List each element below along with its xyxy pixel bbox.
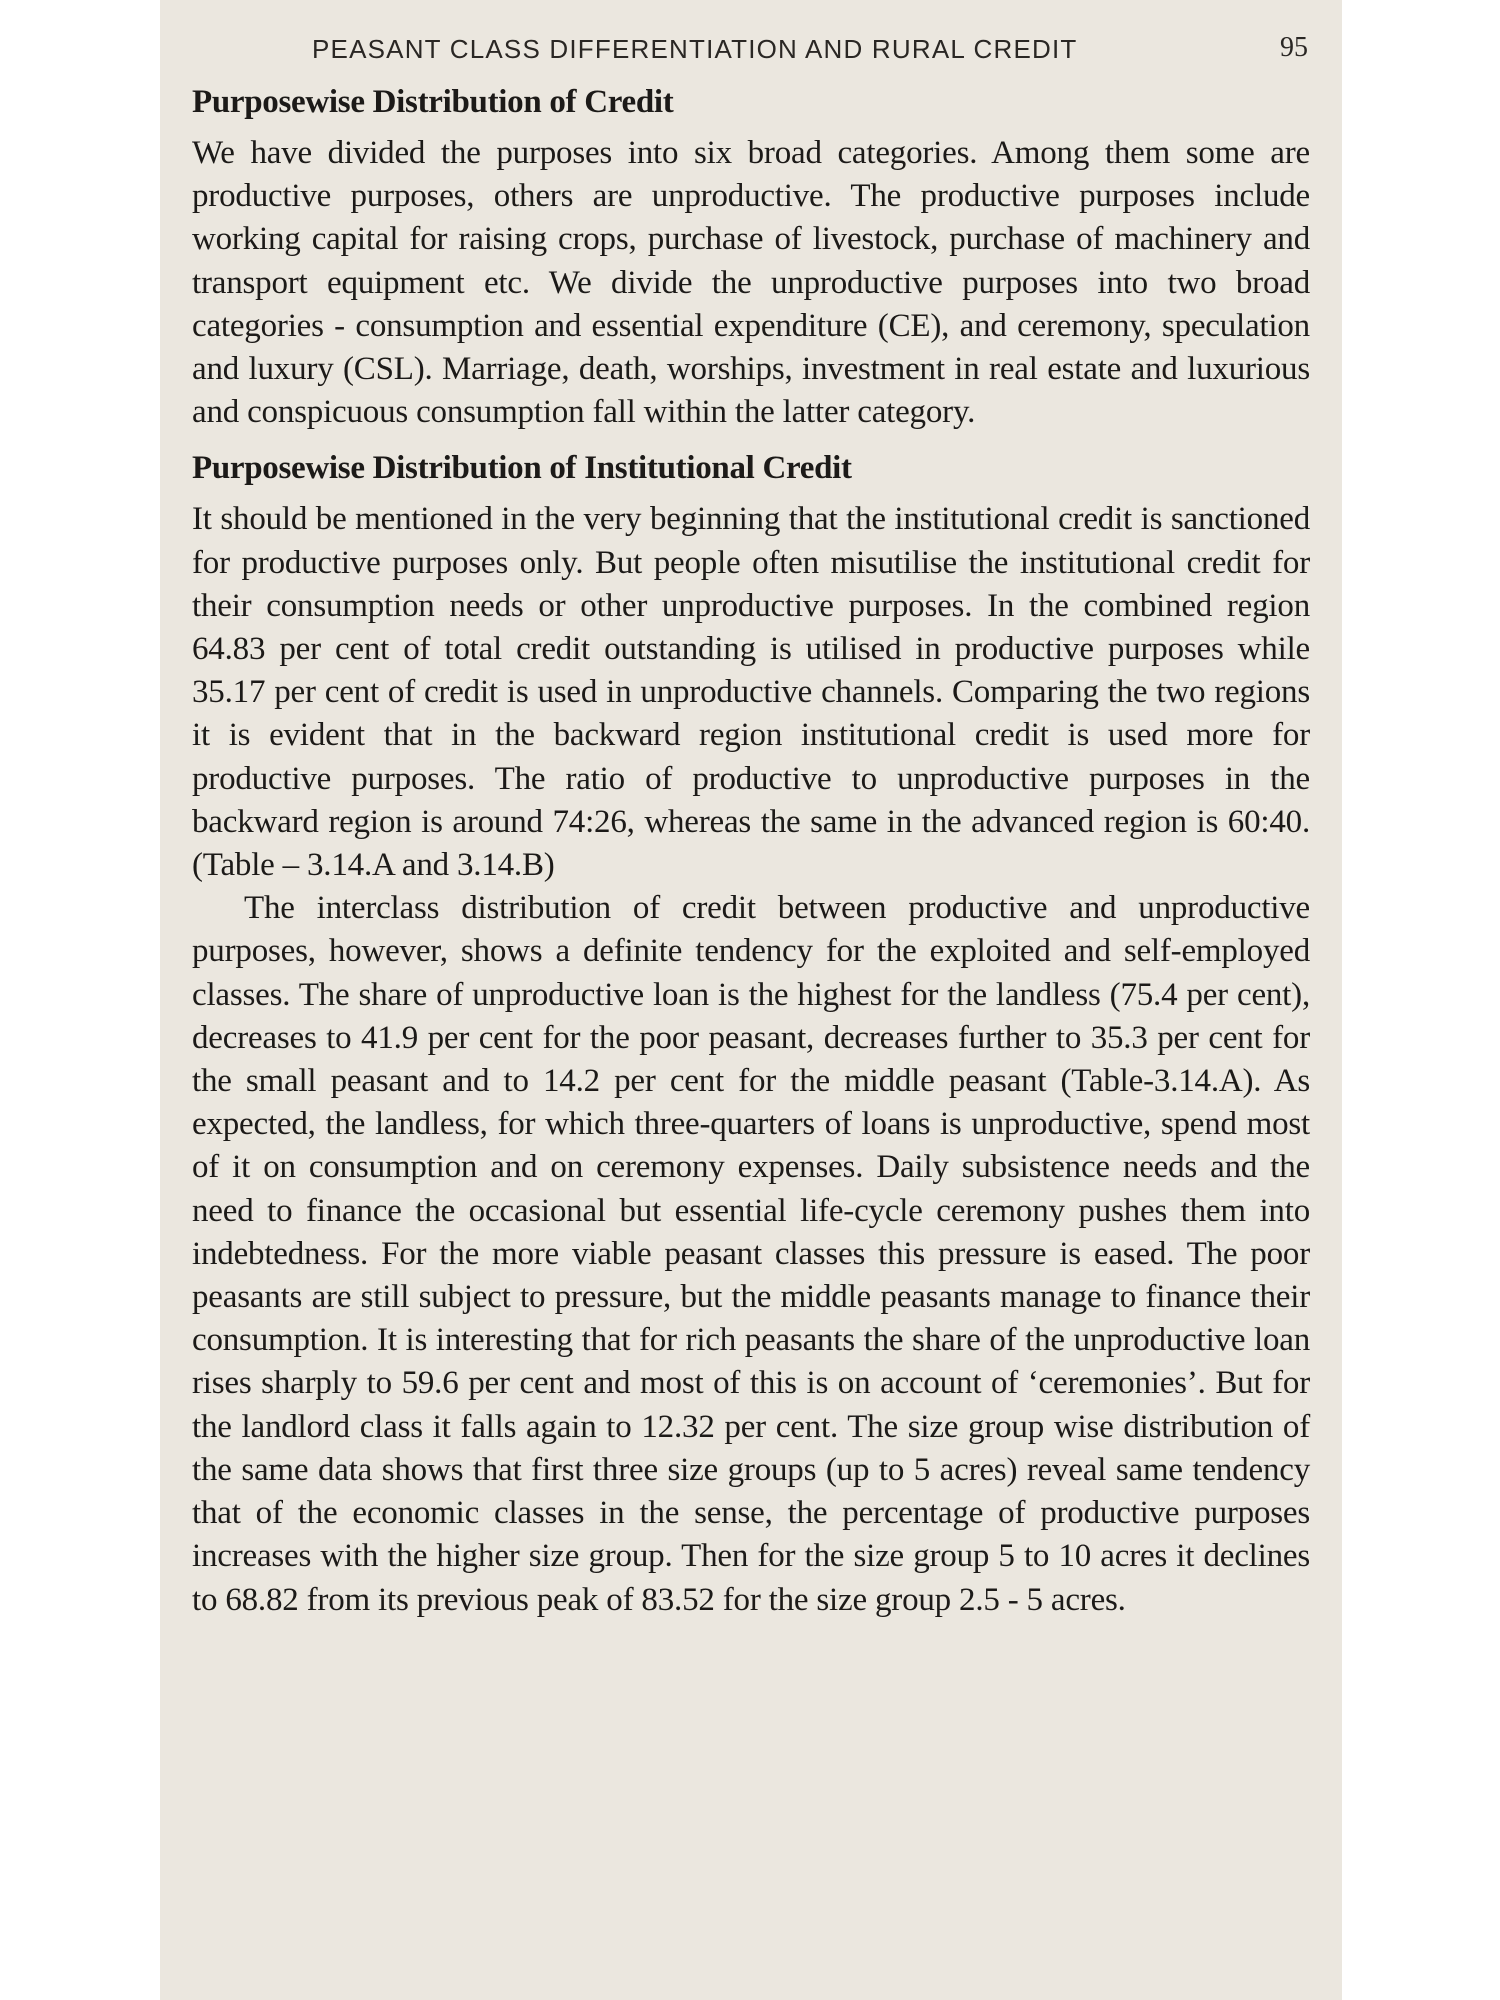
running-head-title: PEASANT CLASS DIFFERENTIATION AND RURAL CREDIT	[312, 34, 1078, 64]
page-number: 95	[1280, 32, 1308, 63]
paragraph-purpose-categories: We have divided the purposes into six broad categories. Among them some are productive purposes, others are unproductive. The productive purposes include working capital for raising crops, purchase of livestock, purchase of machinery and transport equipment etc. We divide the unproductive purposes into two broad categories - consumption and essential expenditure (CE), and ceremony, speculation and luxury (CSL). Marriage, death, worships, investment in real estate and luxurious and conspicuous consumption fall within the latter category.	[192, 135, 1310, 431]
book-page	[192, 28, 1310, 1622]
running-head	[192, 28, 1310, 74]
scanned-page	[160, 0, 1342, 2000]
section-heading-credit: Purposewise Distribution of Credit	[192, 84, 674, 120]
paragraph-interclass-distribution: The interclass distribution of credit between productive and unproductive purposes, however, shows a definite tendency for the exploited and self-employed classes. The share of unproductive loan is the highest for the landless (75.4 per cent), decreases to 41.9 per cent for the poor peasant, decreases further to 35.3 per cent for the small peasant and to 14.2 per cent for the middle peasant (Table-3.14.A). As expected, the landless, for which three-quarters of loans is unproductive, spend most of it on consumption and on ceremony expenses. Daily subsistence needs and the need to finance the occasional but essential life-cycle ceremony pushes them into indebtedness. For the more viable peasant classes this pressure is eased. The poor peasants are still subject to pressure, but the middle peasants manage to finance their consumption. It is interesting that for rich peasants the share of the unproductive loan rises sharply to 59.6 per cent and most of this is on account of ‘ceremonies’. But for the landlord class it falls again to 12.32 per cent. The size group wise distribution of the same data shows that first three size groups (up to 5 acres) reveal same tendency that of the economic classes in the sense, the percentage of productive purposes increases with the higher size group. Then for the size group 5 to 10 acres it declines to 68.82 from its previous peak of 83.52 for the size group 2.5 - 5 acres.	[192, 890, 1310, 1618]
paragraph-institutional-credit: It should be mentioned in the very beginning that the institutional credit is sanctioned for productive purposes only. But people often misutilise the institutional credit for their consumption needs or other unproductive purposes. In the combined region 64.83 per cent of total credit outstanding is utilised in productive purposes while 35.17 per cent of credit is used in unproductive channels. Comparing the two regions it is evident that in the backward region institutional credit is used more for productive purposes. The ratio of productive to unproductive purposes in the backward region is around 74:26, whereas the same in the advanced region is 60:40. (Table – 3.14.A and 3.14.B)	[192, 501, 1310, 884]
section-heading-institutional-credit: Purposewise Distribution of Institutional Credit	[192, 450, 852, 487]
